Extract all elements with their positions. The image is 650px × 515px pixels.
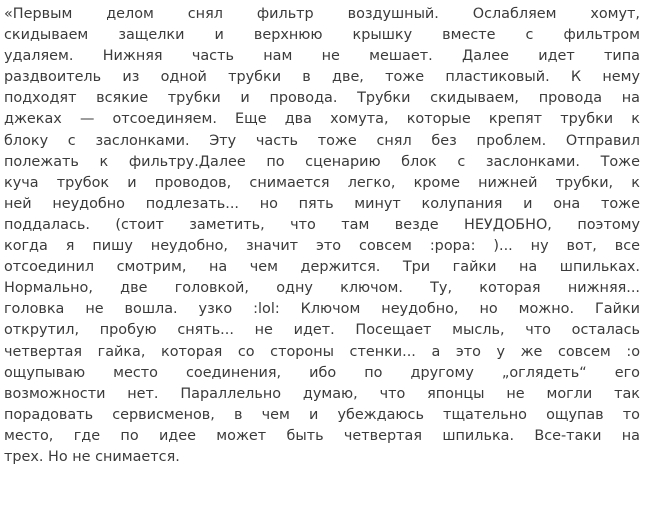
- text-line: трех. Но не снимается.: [4, 448, 180, 465]
- text-line: скидываем защелки и верхнюю крышку вместе с фильтром: [4, 27, 640, 44]
- text-line: порадовать сервисменов, в чем и убеждаюсь тщательно ощупав то: [4, 406, 640, 423]
- text-line: когда я пишу неудобно, значит это совсем :popa: )... ну вот, все: [4, 238, 640, 255]
- text-line: удаляем. Нижняя часть нам не мешает. Далее идет типа: [4, 48, 640, 65]
- text-line: поддалась. (стоит заметить, что там везде НЕУДОБНО, поэтому: [4, 216, 640, 233]
- text-line: возможности нет. Параллельно думаю, что японцы не могли так: [4, 385, 640, 402]
- text-line: головка не вошла. узко :lol: Ключом неудобно, но можно. Гайки: [4, 301, 640, 318]
- text-line: место, где по идее может быть четвертая шпилька. Все-таки на: [4, 427, 640, 444]
- article-text: [4, 4, 640, 468]
- text-line: открутил, пробую снять... не идет. Посещает мысль, что осталась: [4, 322, 640, 339]
- text-line: отсоединил смотрим, на чем держится. Три гайки на шпильках.: [4, 259, 640, 276]
- text-line: четвертая гайка, которая со стороны стенки... а это у же совсем :о: [4, 343, 640, 360]
- text-line: блоку с заслонками. Эту часть тоже снял без проблем. Отправил: [4, 132, 640, 149]
- text-line: джеках — отсоединяем. Еще два хомута, которые крепят трубки к: [4, 111, 640, 128]
- text-line: «Первым делом снял фильтр воздушный. Ослабляем хомут,: [4, 6, 640, 22]
- text-line: Нормально, две головкой, одну ключом. Ту, которая нижняя...: [4, 280, 640, 297]
- text-line: ощупываю место соединения, ибо по другому „оглядеть“ его: [4, 364, 640, 381]
- text-line: куча трубок и проводов, снимается легко, кроме нижней трубки, к: [4, 174, 640, 191]
- text-line: ней неудобно подлезать... но пять минут колупания и она тоже: [4, 195, 640, 212]
- text-line: подходят всякие трубки и провода. Трубки скидываем, провода на: [4, 90, 640, 107]
- text-line: полежать к фильтру.Далее по сценарию блок с заслонками. Тоже: [4, 153, 640, 170]
- text-line: раздвоитель из одной трубки в две, тоже пластиковый. К нему: [4, 69, 640, 86]
